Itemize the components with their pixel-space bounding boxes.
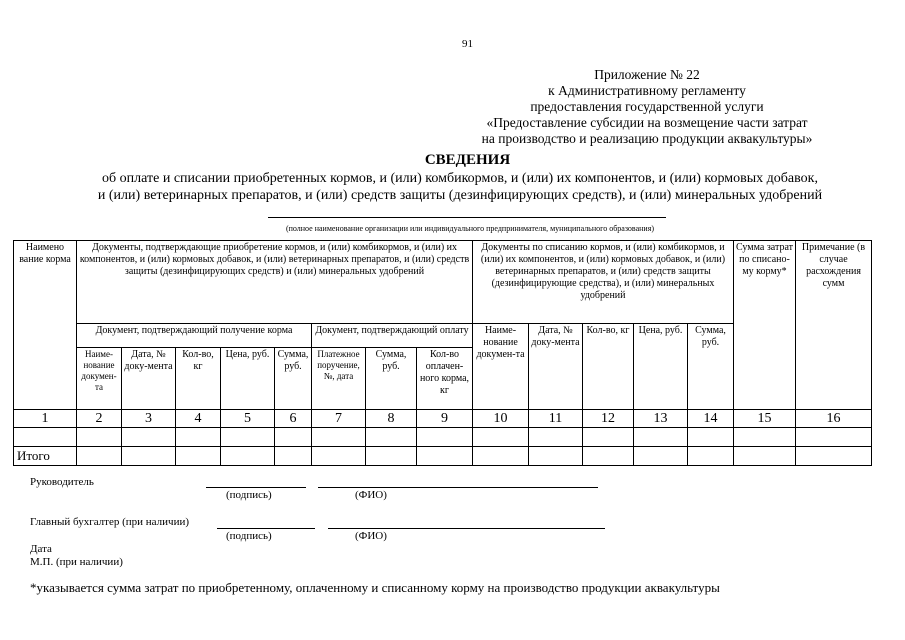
header-col-10: Наиме-нование докумен-та: [473, 324, 529, 410]
header-col-14: Сумма, руб.: [688, 324, 734, 410]
page-number: 91: [462, 38, 473, 50]
header-purchase-docs: Документы, подтверждающие приобретение кормов, и (или) комбикормов, и (или) их компонентов, и (или) кормовых добавок, и (или) ветеринарных препаратов, и (или) средств защиты (дезинфицирующих средств) и (или) минеральных удобрений: [77, 241, 473, 324]
table-cell[interactable]: [473, 447, 529, 466]
table-cell[interactable]: [366, 428, 417, 447]
header-col-5: Цена, руб.: [221, 348, 275, 410]
table-cell[interactable]: [122, 428, 176, 447]
header-writeoff-docs: Документы по списанию кормов, и (или) комбикормов, и (или) их компонентов, и (или) кормовых добавок, и (или) ветеринарных препаратов, и (или) средств защиты (дезинфицирующие средства), и (или) минеральных удобрений: [473, 241, 734, 324]
table-row: [14, 428, 872, 447]
header-sum-costs: Сумма затрат по списано-му корму*: [734, 241, 796, 410]
table-cell[interactable]: [688, 428, 734, 447]
accountant-signature-line[interactable]: [217, 528, 315, 529]
header-col-13: Цена, руб.: [634, 324, 688, 410]
col-number: 2: [77, 410, 122, 428]
head-name-caption: (ФИО): [355, 489, 387, 501]
appendix-line-5: на производство и реализацию продукции аквакультуры»: [481, 131, 813, 146]
col-number: 15: [734, 410, 796, 428]
head-signature-caption: (подпись): [226, 489, 272, 501]
table-cell[interactable]: [796, 447, 872, 466]
col-number: 10: [473, 410, 529, 428]
table-cell[interactable]: [529, 428, 583, 447]
header-col-12: Кол-во, кг: [583, 324, 634, 410]
col-number: 11: [529, 410, 583, 428]
col-number: 1: [14, 410, 77, 428]
table-cell[interactable]: [122, 447, 176, 466]
table-cell[interactable]: [417, 447, 473, 466]
column-numbers-row: [14, 410, 872, 428]
accountant-name-caption: (ФИО): [355, 530, 387, 542]
header-note: Примечание (в случае расхождения сумм: [796, 241, 872, 410]
header-col-7: Платежное поручение, №, дата: [312, 348, 366, 410]
organization-name-line[interactable]: [268, 217, 666, 218]
header-col-6: Сумма, руб.: [275, 348, 312, 410]
col-number: 5: [221, 410, 275, 428]
table-cell[interactable]: [366, 447, 417, 466]
col-number: 13: [634, 410, 688, 428]
table-cell[interactable]: [634, 447, 688, 466]
col-number: 7: [312, 410, 366, 428]
table-cell[interactable]: [734, 428, 796, 447]
table-cell[interactable]: [14, 428, 77, 447]
header-col-4: Кол-во, кг: [176, 348, 221, 410]
col-number: 4: [176, 410, 221, 428]
header-receipt-doc: Документ, подтверждающий получение корма: [77, 324, 312, 348]
accountant-name-line[interactable]: [328, 528, 605, 529]
table-cell[interactable]: [688, 447, 734, 466]
header-feed-name: Наимено вание корма: [14, 241, 77, 410]
table-cell[interactable]: [77, 447, 122, 466]
header-col-2: Наиме-нование докумен-та: [77, 348, 122, 410]
header-col-9: Кол-во оплачен-ного корма, кг: [417, 348, 473, 410]
col-number: 12: [583, 410, 634, 428]
table-cell[interactable]: [176, 428, 221, 447]
header-col-11: Дата, № доку-мента: [529, 324, 583, 410]
header-payment-doc: Документ, подтверждающий оплату: [312, 324, 473, 348]
col-number: 3: [122, 410, 176, 428]
table-cell[interactable]: [312, 428, 366, 447]
appendix-line-4: «Предоставление субсидии на возмещение части затрат: [486, 115, 808, 130]
appendix-header: [437, 67, 857, 147]
table-cell[interactable]: [77, 428, 122, 447]
appendix-line-1: Приложение № 22: [594, 67, 700, 82]
table-cell[interactable]: [473, 428, 529, 447]
chief-accountant-label: Главный бухгалтер (при наличии): [30, 516, 190, 528]
subtitle-line-1: об оплате и списании приобретенных кормов, и (или) комбикормов, и (или) их компонентов, и (или) кормовых добавок,: [102, 171, 818, 186]
table-cell[interactable]: [734, 447, 796, 466]
table-cell[interactable]: [221, 428, 275, 447]
table-cell[interactable]: [221, 447, 275, 466]
table-cell[interactable]: [275, 447, 312, 466]
table-cell[interactable]: [583, 447, 634, 466]
table-cell[interactable]: [176, 447, 221, 466]
table-cell[interactable]: [529, 447, 583, 466]
total-label: Итого: [14, 447, 77, 466]
header-col-8: Сумма, руб.: [366, 348, 417, 410]
table-cell[interactable]: [312, 447, 366, 466]
head-signature-line[interactable]: [206, 487, 306, 488]
appendix-line-3: предоставления государственной услуги: [530, 99, 764, 114]
table-cell[interactable]: [634, 428, 688, 447]
stamp-label: М.П. (при наличии): [30, 556, 123, 568]
header-col-3: Дата, № доку-мента: [122, 348, 176, 410]
table-cell[interactable]: [796, 428, 872, 447]
col-number: 14: [688, 410, 734, 428]
col-number: 8: [366, 410, 417, 428]
total-row: [14, 447, 872, 466]
organization-caption: (полное наименование организации или индивидуального предпринимателя, муниципального образования): [285, 224, 655, 233]
head-label: Руководитель: [30, 476, 94, 488]
table-cell[interactable]: [583, 428, 634, 447]
col-number: 9: [417, 410, 473, 428]
table-cell[interactable]: [417, 428, 473, 447]
date-label: Дата: [30, 543, 52, 555]
document-title: СВЕДЕНИЯ: [424, 152, 511, 168]
appendix-line-2: к Административному регламенту: [548, 83, 746, 98]
col-number: 6: [275, 410, 312, 428]
accountant-signature-caption: (подпись): [226, 530, 272, 542]
subtitle-line-2: и (или) ветеринарных препаратов, и (или) средств защиты (дезинфицирующих средств), и (или) минеральных удобрений: [97, 188, 823, 203]
document-subtitle: [20, 170, 900, 204]
footnote: *указывается сумма затрат по приобретенному, оплаченному и списанному корму на производство продукции аквакультуры: [30, 580, 720, 595]
head-name-line[interactable]: [318, 487, 598, 488]
col-number: 16: [796, 410, 872, 428]
table-cell[interactable]: [275, 428, 312, 447]
data-table: [13, 240, 872, 466]
